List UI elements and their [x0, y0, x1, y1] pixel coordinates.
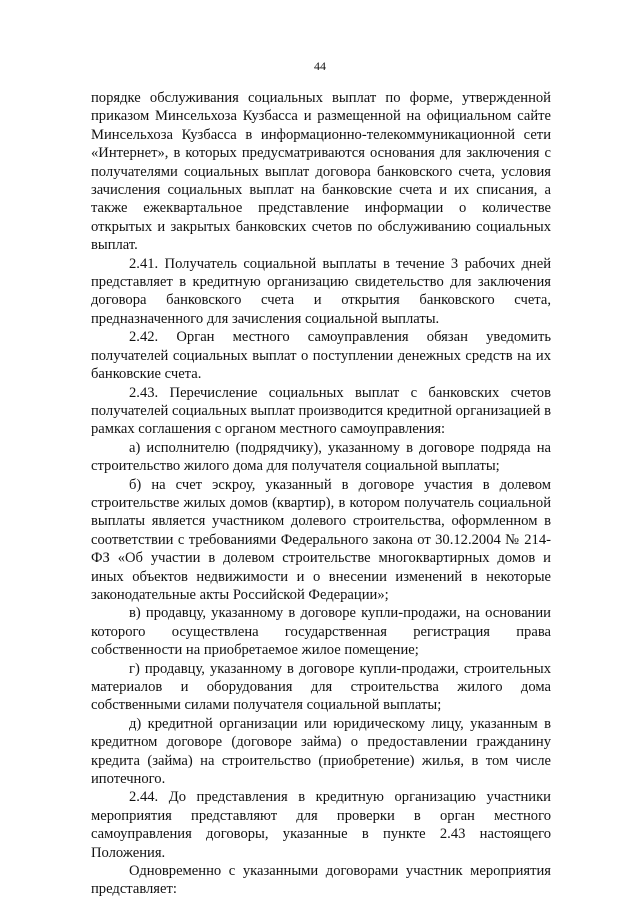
list-item-g: г) продавцу, указанному в договоре купли-продажи, строительных материалов и оборудования для строительства жилого дома собственными силами получателя социальной выплаты; — [91, 660, 551, 714]
list-item-v: в) продавцу, указанному в договоре купли-продажи, на основании которого осуществлена государственная регистрация права собственности на приобретаемое жилое помещение; — [91, 605, 551, 659]
paragraph-2-44: 2.44. До представления в кредитную организацию участники мероприятия представляют для проверки в орган местного самоуправления договоры, указанные в пункте 2.43 настоящего Положения. — [91, 789, 551, 861]
paragraph-continuation: порядке обслуживания социальных выплат по форме, утвержденной приказом Минсельхоза Кузбасса и размещенной на официальном сайте Минсельхоза Кузбасса в информационно-телекоммуникационной сети «Интернет», в которых предусматриваются основания для заключения с получателями социальных выплат договора банковского счета, условия зачисления социальных выплат на банковские счета и их списания, а также ежеквартальное представление информации о количестве открытых и закрытых банковских счетов по обслуживанию социальных выплат. — [91, 90, 551, 254]
document-body — [91, 89, 551, 899]
list-item-a: а) исполнителю (подрядчику), указанному в договоре подряда на строительство жилого дома для получателя социальной выплаты; — [91, 439, 551, 475]
list-item-b: б) на счет эскроу, указанный в договоре участия в долевом строительстве жилых домов (квартир), в котором получатель социальной выплаты является участником долевого строительства, оформленном в соответствии с требованиями Федерального закона от 30.12.2004 № 214-ФЗ «Об участии в долевом строительстве многоквартирных домов и иных объектов недвижимости и о внесении изменений в некоторые законодательные акты Российской Федерации»; — [91, 476, 551, 603]
paragraph-simultaneously: Одновременно с указанными договорами участник мероприятия представляет: — [91, 863, 551, 898]
list-item-d: д) кредитной организации или юридическому лицу, указанным в кредитном договоре (договоре займа) о предоставлении гражданину кредита (займа) на строительство (приобретение) жилья, в том числе ипотечного. — [91, 715, 551, 788]
page-number: 44 — [314, 59, 326, 73]
paragraph-2-42: 2.42. Орган местного самоуправления обязан уведомить получателей социальных выплат о поступлении денежных средств на их банковские счета. — [91, 329, 551, 383]
paragraph-2-43: 2.43. Перечисление социальных выплат с банковских счетов получателей социальных выплат производится кредитной организацией в рамках соглашения с органом местного самоуправления: — [91, 384, 551, 438]
paragraph-2-41: 2.41. Получатель социальной выплаты в течение 3 рабочих дней представляет в кредитную организацию свидетельство для заключения договора банковского счета и открытия банковского счета, предназначенного для зачисления социальной выплаты. — [91, 255, 551, 327]
